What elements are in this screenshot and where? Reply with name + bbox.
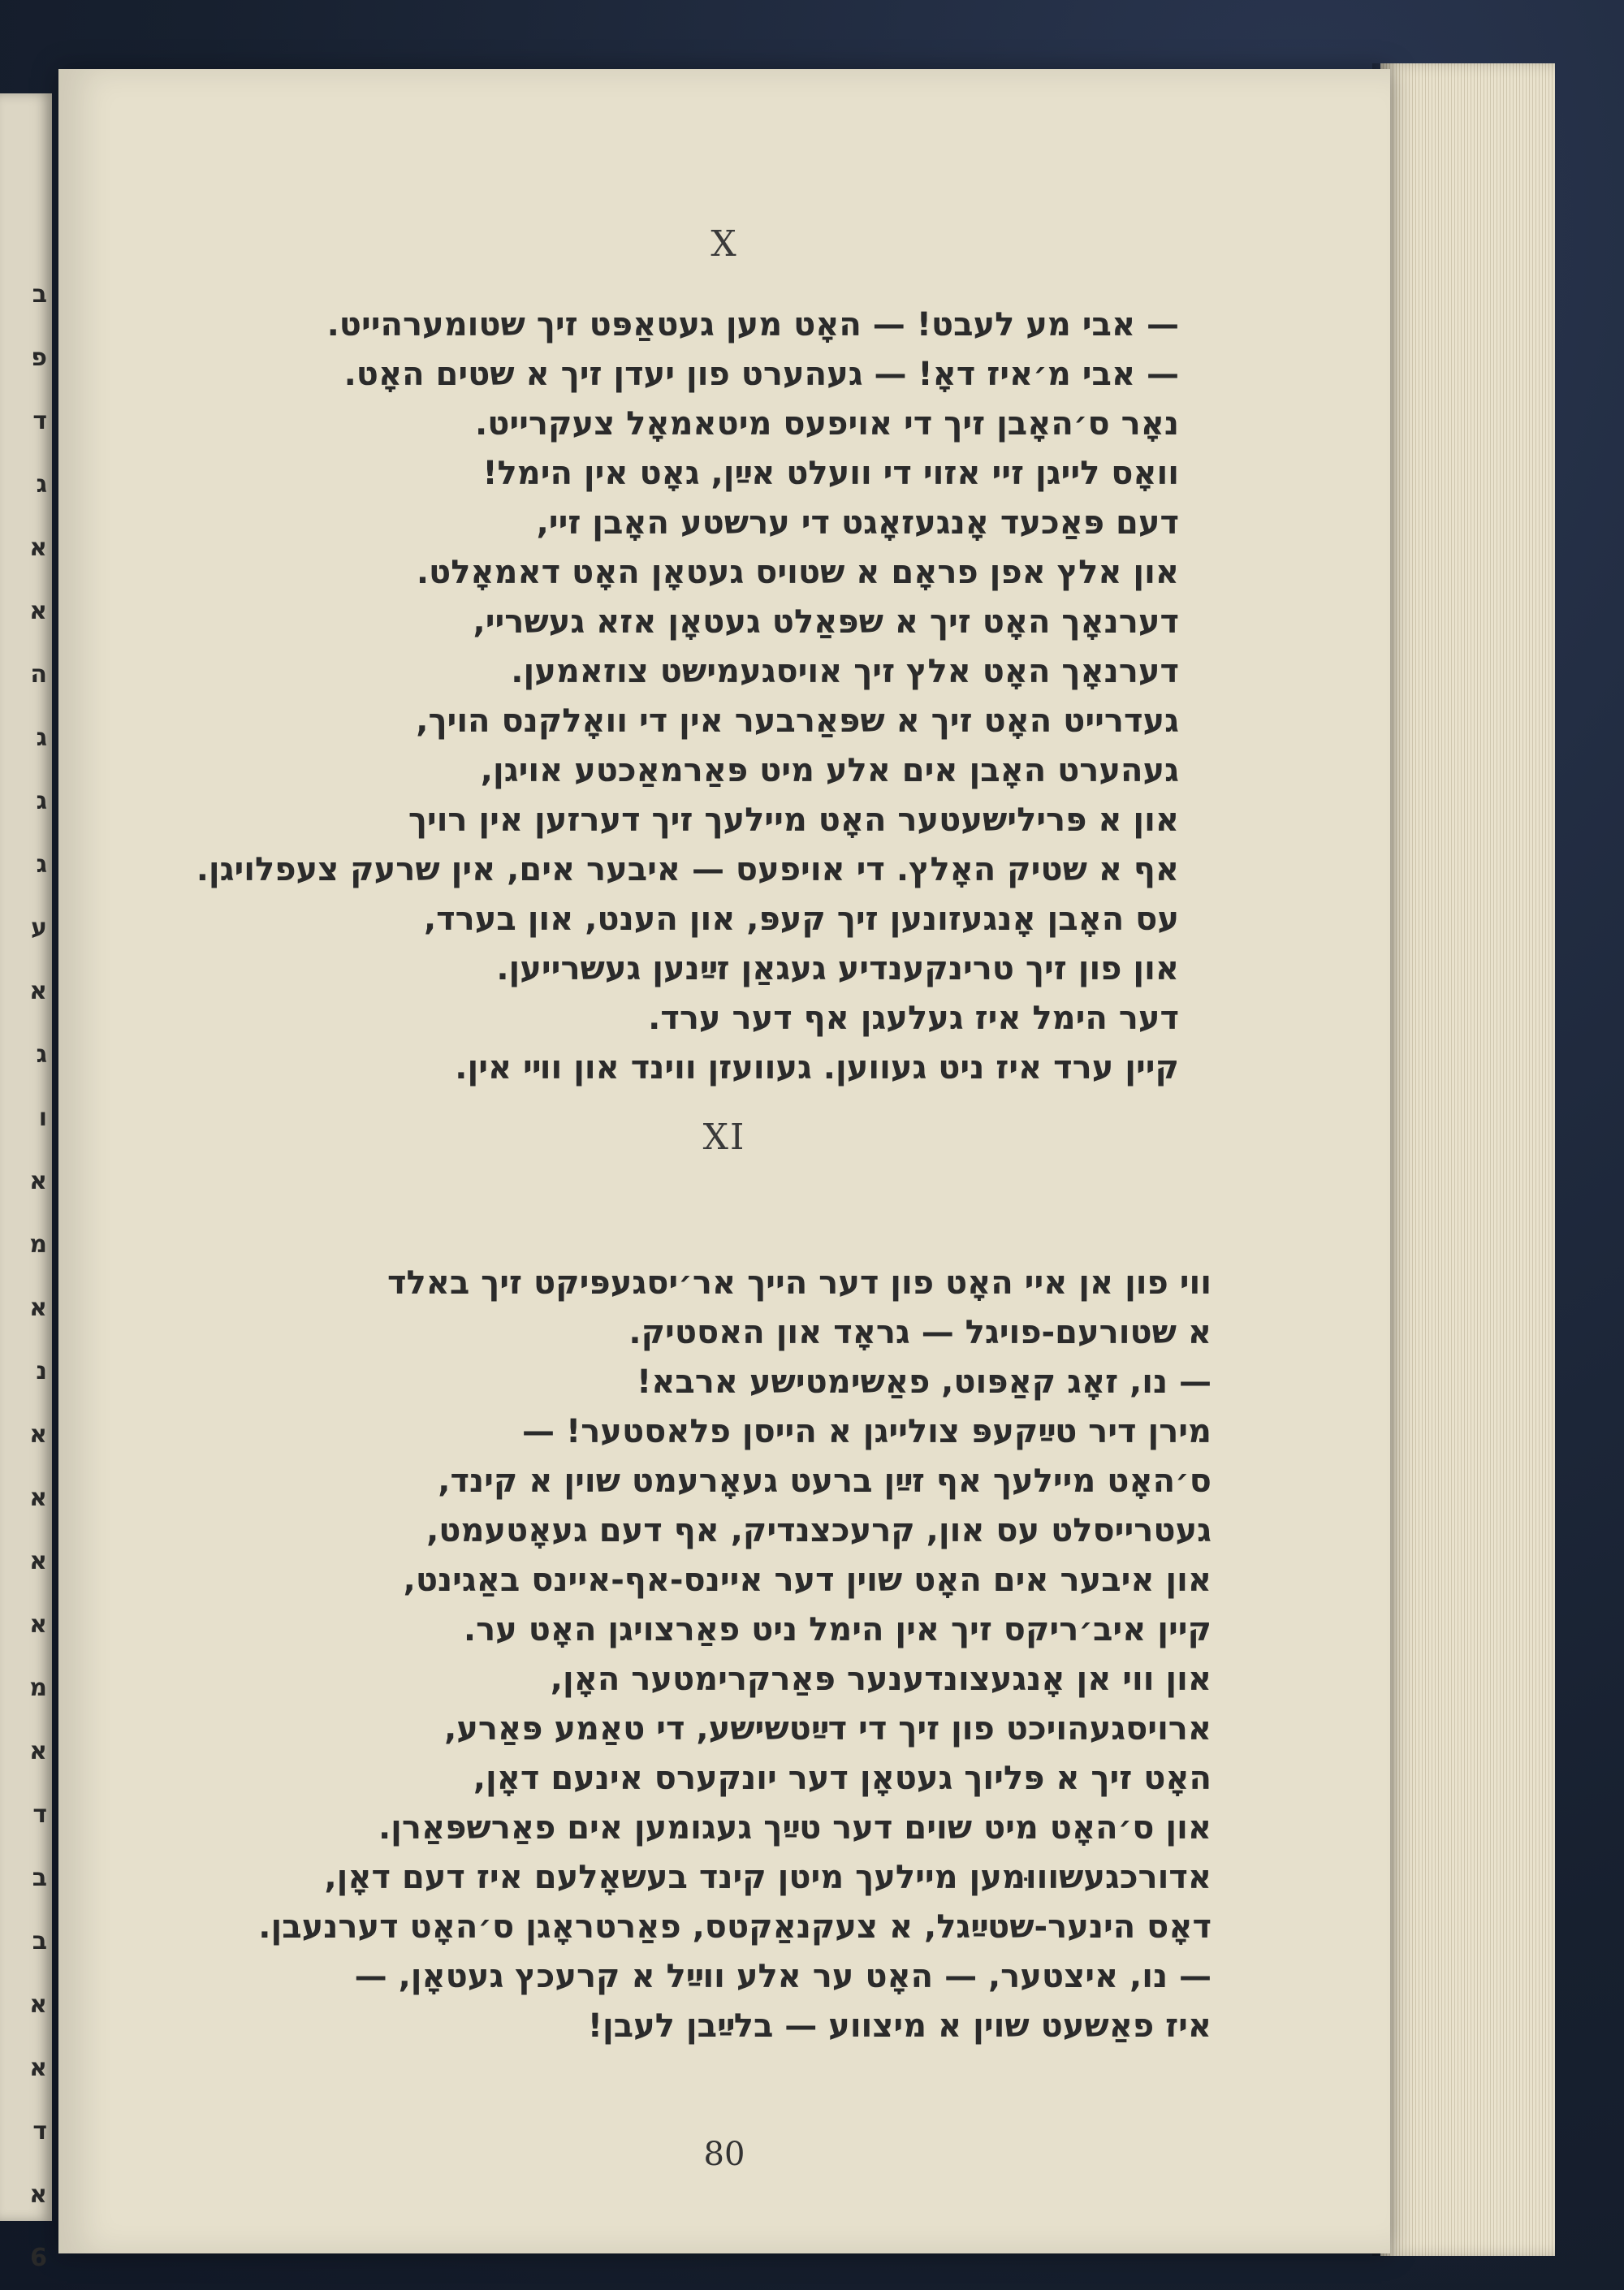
- text-line: דערנאָך האָט אלץ זיך אויסגעמישט צוזאמען.: [511, 653, 1179, 690]
- previous-page-text-fragment: ג: [36, 787, 47, 815]
- previous-page-text-fragment: ג: [36, 850, 47, 879]
- previous-page-text-fragment: ד: [32, 2117, 47, 2145]
- text-line: און ווי אן אָנגעצונדענער פּאַרקרימטער האָן,: [550, 1661, 1212, 1698]
- text-line: דעם פּאַכעד אָנגעזאָגט די ערשטע האָבן זיי,: [536, 504, 1179, 542]
- page-number: 80: [703, 2136, 745, 2173]
- previous-page-text-fragment: ה: [30, 660, 47, 689]
- previous-page-text-fragment: נ: [36, 1357, 47, 1385]
- previous-page-text-fragment: ב: [32, 1927, 47, 1955]
- text-line: איז פאַשעט שוין א מיצווע — בלײַבן לעבן!: [587, 2007, 1212, 2045]
- text-line: און פון זיך טרינקענדיע געגאַן זײַנען געשרייען.: [496, 950, 1179, 987]
- previous-page-text-fragment: ד: [32, 1800, 47, 1829]
- previous-page-text-fragment: א: [29, 1167, 47, 1195]
- previous-page-text-fragment: א: [29, 1610, 47, 1639]
- text-line: — נו, איצטער, — האָט ער אלע ווײַל א קרעכץ געטאָן, —: [354, 1958, 1212, 1995]
- section-heading-xi: XI: [702, 1117, 746, 1158]
- previous-page-text-fragment: ג: [36, 470, 47, 499]
- text-line: האָט זיך א פּליוך געטאָן דער יונקערס אינעם דאָן,: [473, 1760, 1212, 1797]
- previous-page-text-fragment: ע: [31, 914, 47, 942]
- text-line: עס האָבן אָנגעזונען זיך קעפּ, און הענט, און בערד,: [423, 901, 1179, 938]
- text-line: א שטורעם-פויגל — גראָד און האסטיק.: [628, 1314, 1212, 1351]
- text-line: — נו, זאָג קאַפּוט, פאַשימטישע ארבא!: [636, 1363, 1212, 1401]
- previous-page-text-fragment: א: [29, 534, 47, 562]
- previous-page-text-fragment: א: [29, 597, 47, 625]
- previous-page-text-fragment: א: [29, 1990, 47, 2019]
- previous-page-text-fragment: א: [29, 977, 47, 1005]
- text-line: ס׳האָט מיילעך אף זײַן ברעט געאָרעמט שוין א קינד,: [438, 1463, 1212, 1500]
- previous-page-text-fragment: ג: [36, 1040, 47, 1069]
- text-line: געטרייסלט עס און, קרעכצנדיק, אף דעם געאָטעמט,: [426, 1512, 1212, 1549]
- text-line: — אבי מע לעבט! — האָט מען געטאַפּט זיך שטומערהייט.: [326, 306, 1179, 344]
- section-xi-text: [58, 1259, 1212, 2051]
- previous-page-text-fragment: מ: [29, 1230, 47, 1259]
- previous-page-text-fragment: א: [29, 1737, 47, 1765]
- previous-page-text-fragment: ב: [32, 280, 47, 309]
- previous-page-edge: [0, 93, 52, 2272]
- text-line: דאָס הינער-שטײַגל, א צעקנאַקטס, פאַרטראָגן ס׳האָט דערנעבן.: [258, 1908, 1212, 1946]
- text-line: געדרייט האָט זיך א שפּאַרבער אין די וואָלקנס הויך,: [416, 702, 1179, 740]
- previous-page-text-fragment: ו: [38, 1104, 47, 1132]
- previous-page-text-fragment: 6: [30, 2244, 47, 2272]
- previous-page-text-fragment: א: [29, 2054, 47, 2082]
- text-line: געהערט האָבן אים אלע מיט פּאַרמאַכטע אויגן,: [480, 752, 1179, 789]
- page-edges: [1380, 63, 1555, 2256]
- previous-page-text-fragment: א: [29, 1484, 47, 1512]
- text-line: און א פּרילישעטער האָט מיילעך זיך דערזען אין רויך: [408, 802, 1179, 839]
- text-line: און אלץ אפן פראָם א שטויס געטאָן האָט דאמאָלט.: [416, 554, 1179, 591]
- previous-page-text-fragment: א: [29, 1294, 47, 1322]
- book-page: [58, 69, 1390, 2253]
- text-line: דערנאָך האָט זיך א שפּאַלט געטאָן אזא געשריי,: [473, 603, 1179, 641]
- previous-page-text-fragment: ג: [36, 724, 47, 752]
- previous-page-text-fragment: א: [29, 2180, 47, 2209]
- previous-page-text-fragment: מ: [29, 1674, 47, 1702]
- section-heading-x: X: [710, 223, 738, 265]
- text-line: קיין ערד איז ניט געווען. געוועזן ווינד און ווײ אין.: [455, 1049, 1179, 1087]
- text-line: אדורכגעשוווּמען מיילעך מיטן קינד בעשאָלעם איז דעם דאָן,: [324, 1859, 1212, 1896]
- text-line: און ס׳האָט מיט שוים דער טײַך געגומען אים פאַרשפּאַרן.: [378, 1809, 1212, 1847]
- text-line: מירן דיר טײַקעפּ צולייגן א הייסן פלאסטער! —: [522, 1413, 1212, 1450]
- text-line: נאָר ס׳האָבן זיך די אויפעס מיטאמאָל צעקרייט.: [475, 405, 1179, 443]
- text-line: ווי פון אן איי האָט פון דער הייך אר׳יסגעפּיקט זיך באלד: [387, 1264, 1212, 1302]
- previous-page-text-fragment: פ: [31, 344, 47, 372]
- previous-page-text-fragment: א: [29, 1547, 47, 1575]
- text-line: — אבי מ׳איז דאָ! — געהערט פון יעדן זיך א שטים האָט.: [343, 356, 1179, 393]
- text-line: קיין איב׳ריקס זיך אין הימל ניט פאַרצויגן האָט ער.: [463, 1611, 1212, 1648]
- text-line: אף א שטיק האָלץ. די אויפעס — איבער אים, אין שרעק צעפלויגן.: [196, 851, 1179, 888]
- previous-page-text-fragment: א: [29, 1420, 47, 1449]
- text-line: און איבער אים האָט שוין דער איינס-אף-איינס באַגינט,: [403, 1562, 1212, 1599]
- section-x-text: [58, 300, 1179, 1093]
- text-line: וואָס לייגן זיי אזוי די וועלט אײַן, גאָט אין הימל!: [482, 455, 1179, 492]
- previous-page-text-fragment: ב: [32, 1864, 47, 1892]
- previous-page-text-fragment: ד: [32, 407, 47, 435]
- text-line: ארויסגעהויכט פון זיך די דײַטשישע, די טאַמע פּאַרע,: [444, 1710, 1212, 1748]
- text-line: דער הימל איז געלעגן אף דער ערד.: [648, 1000, 1179, 1037]
